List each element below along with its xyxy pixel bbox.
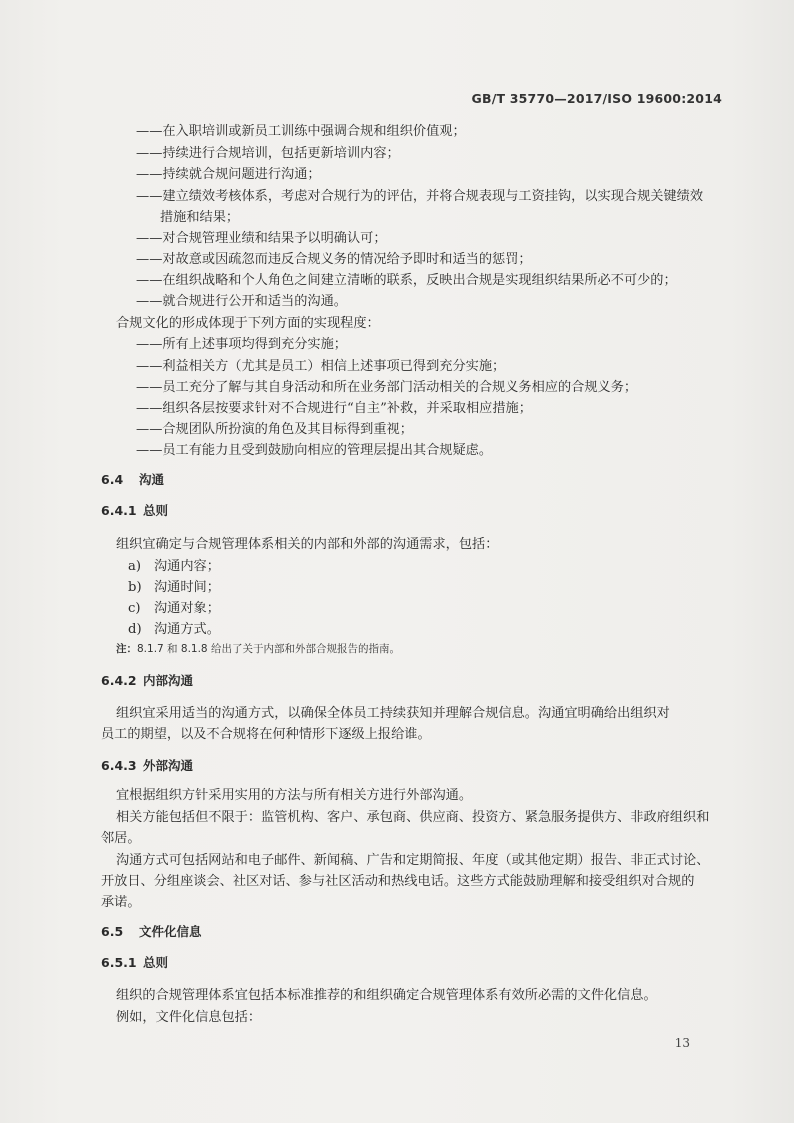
list-item: ——合规团队所扮演的角色及其目标得到重视；: [136, 422, 413, 437]
list-item: ——就合规进行公开和适当的沟通。: [136, 294, 347, 309]
section-number: 6.4.3: [101, 758, 137, 773]
list-item: ——持续进行合规培训，包括更新培训内容；: [136, 146, 400, 161]
paragraph-line: 员工的期望，以及不合规将在何种情形下逐级上报给谁。: [101, 727, 431, 742]
section-heading: [101, 471, 164, 489]
list-label: b): [128, 580, 142, 595]
section-title: 总则: [143, 955, 169, 970]
list-item: ——对故意或因疏忽而违反合规义务的情况给予即时和适当的惩罚；: [136, 252, 532, 267]
paragraph: 组织的合规管理体系宜包括本标准推荐的和组织确定合规管理体系有效所必需的文件化信息。: [116, 988, 657, 1003]
list-label: c): [128, 601, 141, 616]
page-number: 13: [674, 1036, 690, 1050]
list-item: [128, 621, 220, 639]
section-number: 6.4: [101, 472, 124, 487]
list-item: ——在入职培训或新员工训练中强调合规和组织价值观；: [136, 124, 466, 139]
list-item: ——在组织战略和个人角色之间建立清晰的联系，反映出合规是实现组织结果所必不可少的；: [136, 273, 677, 288]
list-item: ——员工充分了解与其自身活动和所在业务部门活动相关的合规义务相应的合规义务；: [136, 380, 638, 395]
paragraph-line: 承诺。: [101, 895, 141, 910]
paragraph-line: 沟通方式可包括网站和电子邮件、新闻稿、广告和定期简报、年度（或其他定期）报告、非正式讨论、: [116, 853, 710, 868]
paragraph-line: 邻居。: [101, 831, 141, 846]
list-item: ——员工有能力且受到鼓励向相应的管理层提出其合规疑虑。: [136, 443, 493, 458]
list-text: 沟通对象；: [154, 601, 220, 616]
section-title: 文件化信息: [139, 924, 202, 939]
list-item: ——建立绩效考核体系，考虑对合规行为的评估，并将合规表现与工资挂钩，以实现合规关键绩效: [136, 189, 704, 204]
note: [116, 640, 400, 658]
list-label: d): [128, 622, 142, 637]
section-heading: [101, 923, 202, 941]
list-item: ——组织各层按要求针对不合规进行“自主”补救，并采取相应措施；: [136, 401, 532, 416]
section-number: 6.4.2: [101, 673, 137, 688]
paragraph: 宜根据组织方针采用实用的方法与所有相关方进行外部沟通。: [116, 788, 473, 803]
list-item: ——持续就合规问题进行沟通；: [136, 167, 321, 182]
note-label: 注：: [116, 643, 137, 655]
standard-code: GB/T 35770—2017/ISO 19600:2014: [471, 91, 722, 106]
section-number: 6.5.1: [101, 955, 137, 970]
list-item: ——对合规管理业绩和结果予以明确认可；: [136, 231, 387, 246]
list-item: [128, 558, 220, 576]
list-label: a): [128, 559, 142, 574]
paragraph: 合规文化的形成体现于下列方面的实现程度：: [116, 316, 380, 331]
paragraph-line: 开放日、分组座谈会、社区对话、参与社区活动和热线电话。这些方式能鼓励理解和接受组织对合规的: [101, 874, 695, 889]
subsection-heading: [101, 502, 168, 520]
paragraph-line: 组织宜采用适当的沟通方式，以确保全体员工持续获知并理解合规信息。沟通宜明确给出组织对: [116, 706, 670, 721]
section-title: 外部沟通: [143, 758, 194, 773]
paragraph-line: 相关方能包括但不限于：监管机构、客户、承包商、供应商、投资方、紧急服务提供方、非政府组织和: [116, 810, 710, 825]
section-title: 总则: [143, 503, 169, 518]
list-text: 沟通时间；: [154, 580, 220, 595]
subsection-heading: [101, 954, 168, 972]
list-item: ——所有上述事项均得到充分实施；: [136, 337, 347, 352]
section-number: 6.5: [101, 924, 124, 939]
list-item-continuation: 措施和结果；: [160, 210, 240, 225]
list-item: [128, 600, 220, 618]
section-title: 沟通: [139, 472, 165, 487]
paragraph: 组织宜确定与合规管理体系相关的内部和外部的沟通需求，包括：: [116, 537, 499, 552]
subsection-heading: [101, 757, 193, 775]
section-number: 6.4.1: [101, 503, 137, 518]
list-item: ——利益相关方（尤其是员工）相信上述事项已得到充分实施；: [136, 359, 506, 374]
list-item: [128, 579, 220, 597]
list-text: 沟通内容；: [154, 559, 220, 574]
paragraph: 例如，文件化信息包括：: [116, 1010, 262, 1025]
subsection-heading: [101, 672, 193, 690]
note-text: 8.1.7 和 8.1.8 给出了关于内部和外部合规报告的指南。: [137, 643, 400, 655]
section-title: 内部沟通: [143, 673, 194, 688]
list-text: 沟通方式。: [154, 622, 220, 637]
